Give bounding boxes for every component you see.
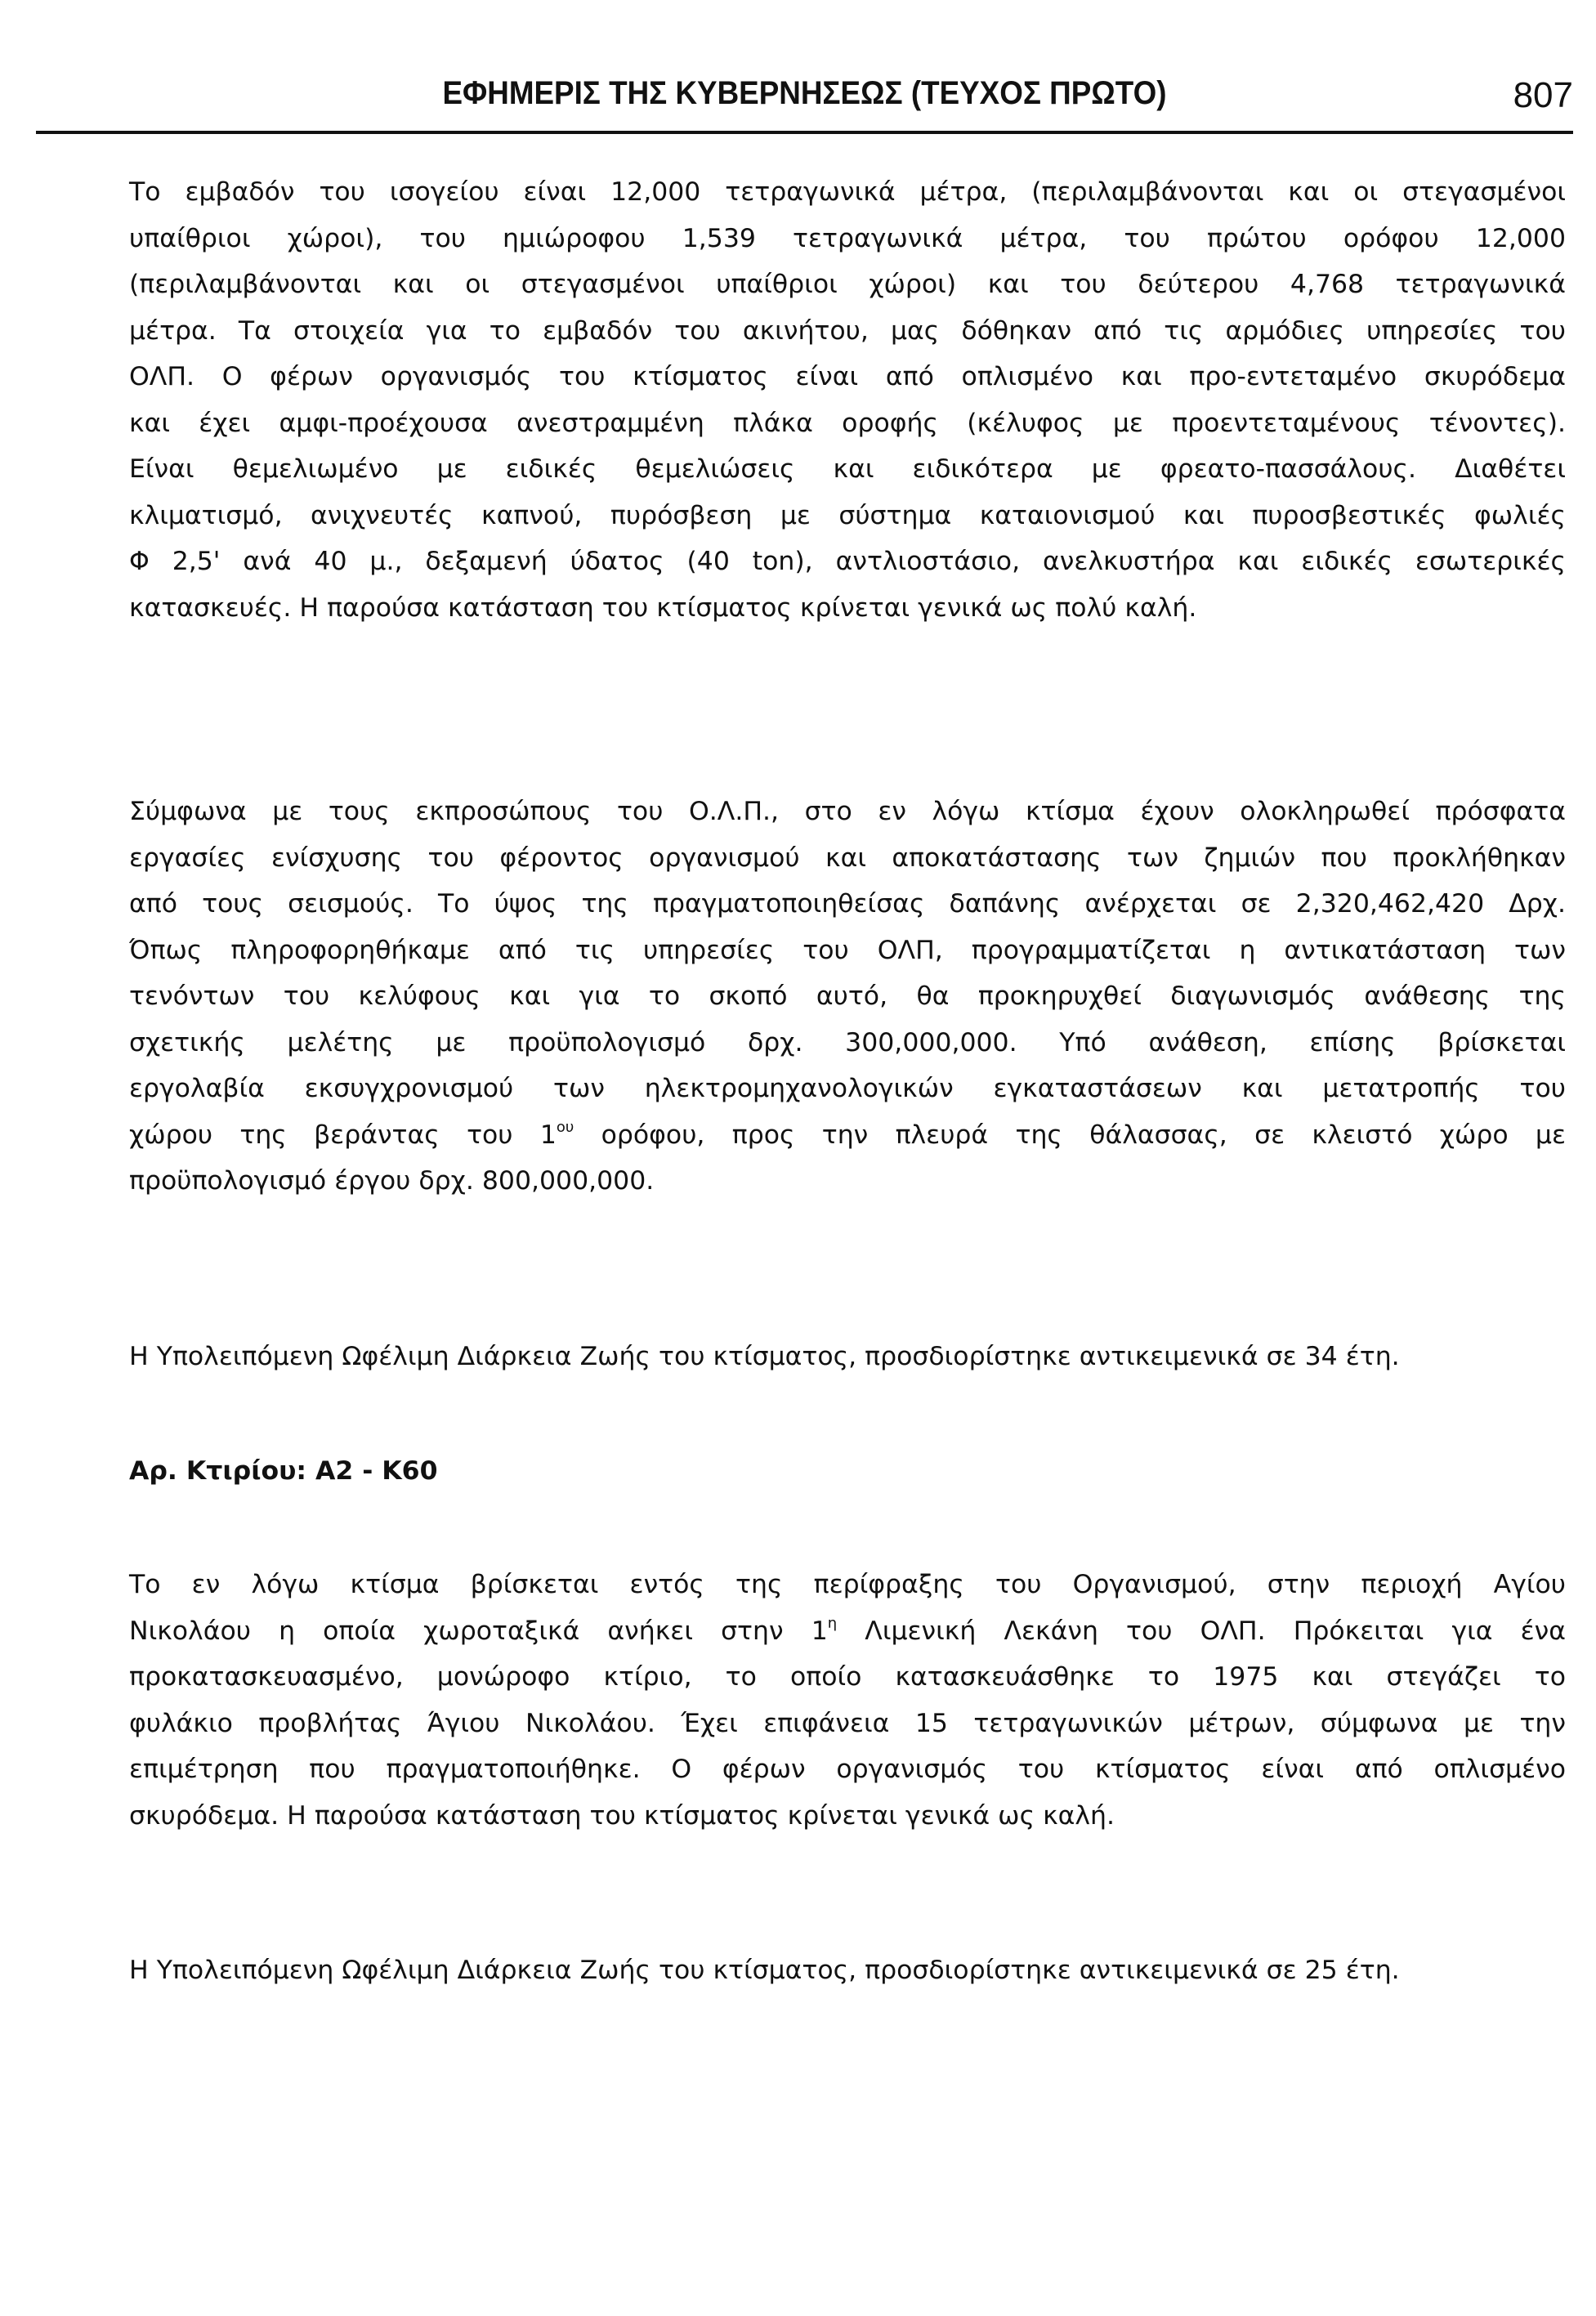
text-line: Η Υπολειπόμενη Ωφέλιμη Διάρκεια Ζωής του κτίσματος, προσδιορίστηκε αντικειμενικά σε 34 έτη. xyxy=(129,1342,1400,1371)
text-line xyxy=(129,1112,1566,1159)
text-line xyxy=(129,1608,1566,1655)
paragraph-building-description xyxy=(129,169,1566,631)
text-line: επιμέτρηση που πραγματοποιήθηκε. Ο φέρων οργανισμός του κτίσματος είναι από οπλισμένο xyxy=(129,1755,1566,1784)
text-line: ΟΛΠ. Ο φέρων οργανισμός του κτίσματος είναι από οπλισμένο και προ-εντεταμένο σκυρόδεμα xyxy=(129,362,1566,391)
building-number-heading: Αρ. Κτιρίου: Α2 - Κ60 xyxy=(129,1456,438,1486)
text-line: σκυρόδεμα. Η παρούσα κατάσταση του κτίσματος κρίνεται γενικά ως καλή. xyxy=(129,1800,1115,1831)
text-line: υπαίθριοι χώροι), του ημιώροφου 1,539 τετραγωνικά μέτρα, του πρώτου ορόφου 12,000 xyxy=(129,223,1566,253)
text-line: Είναι θεμελιωμένο με ειδικές θεμελιώσεις και ειδικότερα με φρεατο-πασσάλους. Διαθέτει xyxy=(129,454,1566,484)
text-fragment: χώρου της βεράντας του 1 xyxy=(129,1120,557,1150)
text-line: προκατασκευασμένο, μονώροφο κτίριο, το οποίο κατασκευάσθηκε το 1975 και στεγάζει το xyxy=(129,1662,1566,1692)
text-line: (περιλαμβάνονται και οι στεγασμένοι υπαίθριοι χώροι) και του δεύτερου 4,768 τετραγωνικά xyxy=(129,270,1566,299)
text-line: εργασίες ενίσχυσης του φέροντος οργανισμού και αποκατάστασης των ζημιών που προκλήθηκαν xyxy=(129,843,1566,873)
text-fragment: ορόφου, προς την πλευρά της θάλασσας, σε κλειστό χώρο με xyxy=(574,1120,1566,1150)
text-line: κλιματισμό, ανιχνευτές καπνού, πυρόσβεση με σύστημα καταιονισμού και πυροσβεστικές φωλιές xyxy=(129,500,1566,530)
text-line: προϋπολογισμό έργου δρχ. 800,000,000. xyxy=(129,1166,655,1196)
text-line: σχετικής μελέτης με προϋπολογισμό δρχ. 300,000,000. Υπό ανάθεση, επίσης βρίσκεται xyxy=(129,1027,1566,1057)
text-line: μέτρα. Τα στοιχεία για το εμβαδόν του ακινήτου, μας δόθηκαν από τις αρμόδιες υπηρεσίες του xyxy=(129,315,1566,346)
text-line: Το εμβαδόν του ισογείου είναι 12,000 τετραγωνικά μέτρα, (περιλαμβάνονται και οι στεγασμένοι xyxy=(129,177,1566,207)
paragraph-renovation-works xyxy=(129,789,1566,1205)
text-line: τενόντων του κελύφους και για το σκοπό αυτό, θα προκηρυχθεί διαγωνισμός ανάθεσης της xyxy=(129,981,1566,1011)
paragraph-remaining-life-2 xyxy=(129,1947,1566,1994)
paragraph-guardhouse-description xyxy=(129,1562,1566,1839)
text-line: κατασκευές. Η παρούσα κατάσταση του κτίσματος κρίνεται γενικά ως πολύ καλή. xyxy=(129,592,1197,623)
paragraph-remaining-life-1 xyxy=(129,1334,1566,1380)
text-line: φυλάκιο προβλήτας Άγιου Νικολάου. Έχει επιφάνεια 15 τετραγωνικών μέτρων, σύμφωνα με την xyxy=(129,1708,1566,1738)
ordinal-superscript: η xyxy=(827,1614,838,1632)
text-fragment: Νικολάου η οποία χωροταξικά ανήκει στην 1 xyxy=(129,1616,828,1646)
ordinal-superscript: ου xyxy=(556,1118,574,1136)
text-line: εργολαβία εκσυγχρονισμού των ηλεκτρομηχανολογικών εγκαταστάσεων και μετατροπής του xyxy=(129,1074,1566,1103)
text-line: και έχει αμφι-προέχουσα ανεστραμμένη πλάκα οροφής (κέλυφος με προεντεταμένους τένοντες). xyxy=(129,408,1566,438)
gazette-title: ΕΦΗΜΕΡΙΣ ΤΗΣ ΚΥΒΕΡΝΗΣΕΩΣ (ΤΕΥΧΟΣ ΠΡΩΤΟ) xyxy=(442,75,1167,111)
text-line: Σύμφωνα με τους εκπροσώπους του Ο.Λ.Π., στο εν λόγω κτίσμα έχουν ολοκληρωθεί πρόσφατα xyxy=(129,797,1566,826)
text-line: Το εν λόγω κτίσμα βρίσκεται εντός της περίφραξης του Οργανισμού, στην περιοχή Αγίου xyxy=(129,1570,1566,1599)
building-heading xyxy=(129,1448,1566,1495)
text-line: Όπως πληροφορηθήκαμε από τις υπηρεσίες του ΟΛΠ, προγραμματίζεται η αντικατάσταση των xyxy=(129,935,1566,965)
text-line: Η Υπολειπόμενη Ωφέλιμη Διάρκεια Ζωής του κτίσματος, προσδιορίστηκε αντικειμενικά σε 25 έτη. xyxy=(129,1956,1400,1985)
text-line: Φ 2,5' ανά 40 μ., δεξαμενή ύδατος (40 ton), αντλιοστάσιο, ανελκυστήρα και ειδικές εσωτερικές xyxy=(129,547,1566,576)
page-number: 807 xyxy=(1513,75,1573,115)
text-fragment: Λιμενική Λεκάνη του ΟΛΠ. Πρόκειται για ένα xyxy=(837,1616,1566,1646)
page-header xyxy=(36,72,1573,134)
text-line: από τους σεισμούς. Το ύψος της πραγματοποιηθείσας δαπάνης ανέρχεται σε 2,320,462,420 Δρχ. xyxy=(129,889,1566,919)
